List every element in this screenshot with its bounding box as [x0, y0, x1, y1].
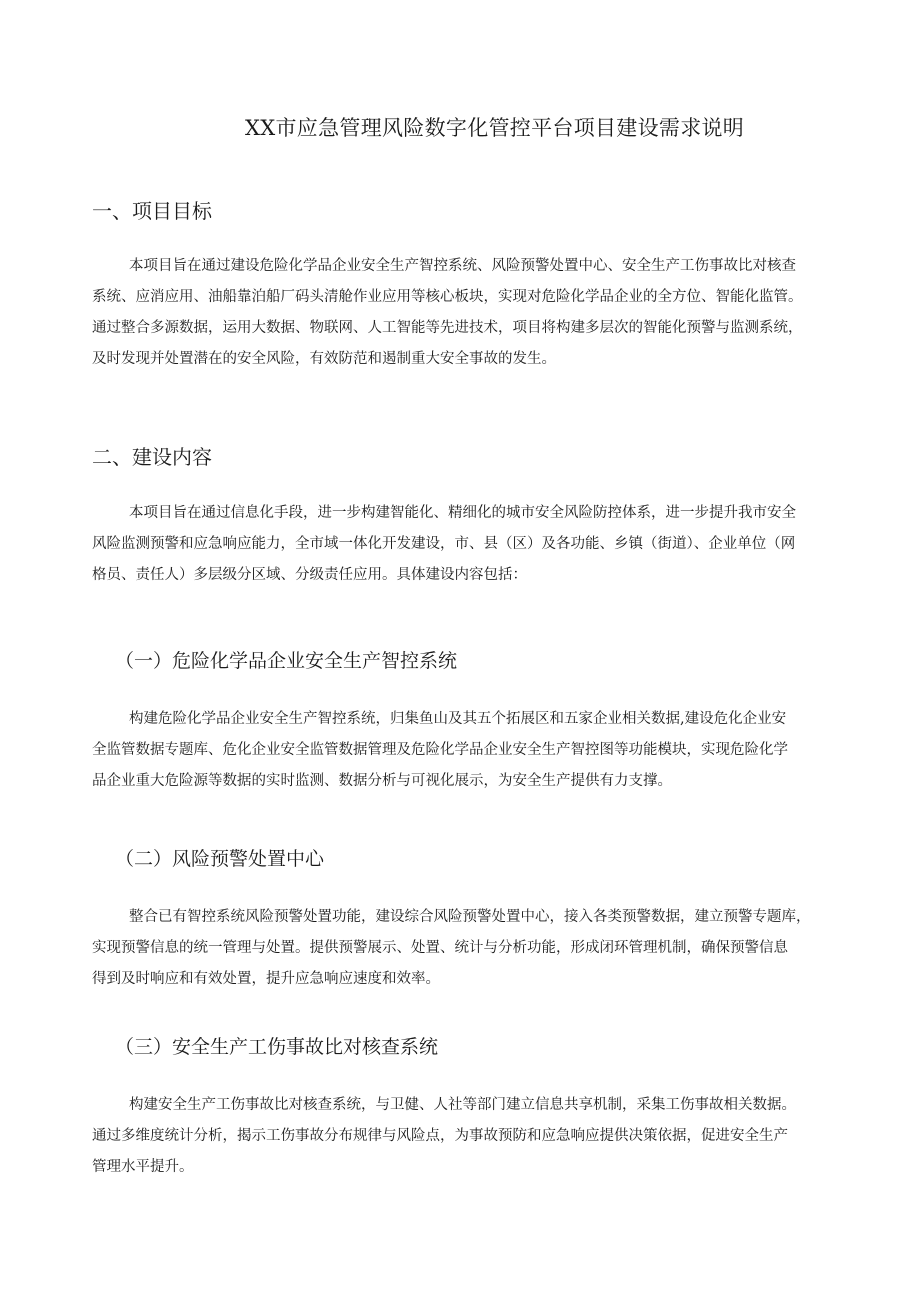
subsection-heading-risk-warning-center: （二）风险预警处置中心 — [115, 848, 325, 870]
paragraph-line: 构建安全生产工伤事故比对核查系统，与卫健、人社等部门建立信息共享机制，采集工伤事故相关数据。 — [129, 1097, 796, 1113]
paragraph-line: 得到及时响应和有效处置，提升应急响应速度和效率。 — [92, 971, 440, 987]
paragraph-line: 管理水平提升。 — [92, 1159, 194, 1175]
subsection-paragraph-hazchem-system — [92, 704, 788, 797]
paragraph-line: 实现预警信息的统一管理与处置。提供预警展示、处置、统计与分析功能，形成闭环管理机制，确保预警信息 — [92, 940, 788, 956]
section-heading-construction-content: 二、建设内容 — [92, 445, 212, 469]
paragraph-line: 及时发现并处置潜在的安全风险，有效防范和遏制重大安全事故的发生。 — [92, 351, 556, 367]
paragraph-line: 整合已有智控系统风险预警处置功能，建设综合风险预警处置中心，接入各类预警数据，建立预警专题库， — [129, 909, 811, 925]
paragraph-line: 构建危险化学品企业安全生产智控系统，归集鱼山及其五个拓展区和五家企业相关数据,建设危化企业安 — [129, 711, 787, 727]
paragraph-line: 本项目旨在通过信息化手段，进一步构建智能化、精细化的城市安全风险防控体系，进一步提升我市安全 — [129, 505, 796, 521]
paragraph-line: 本项目旨在通过建设危险化学品企业安全生产智控系统、风险预警处置中心、安全生产工伤事故比对核查 — [129, 258, 796, 274]
paragraph-line: 格员、责任人）多层级分区域、分级责任应用。具体建设内容包括： — [92, 567, 527, 583]
paragraph-line: 通过多维度统计分析，揭示工伤事故分布规律与风险点，为事故预防和应急响应提供决策依据，促进安全生产 — [92, 1128, 788, 1144]
paragraph-line: 风险监测预警和应急响应能力，全市域一体化开发建设，市、县（区）及各功能、乡镇（街道）、企业单位（网 — [92, 536, 796, 552]
paragraph-line: 全监管数据专题库、危化企业安全监管数据管理及危险化学品企业安全生产智控图等功能模块，实现危险化学 — [92, 742, 788, 758]
subsection-paragraph-risk-warning-center — [92, 902, 811, 995]
subsection-heading-injury-check-system: （三）安全生产工伤事故比对核查系统 — [115, 1036, 439, 1058]
section-paragraph-project-goal — [92, 251, 803, 375]
paragraph-line: 系统、应消应用、油船靠泊船厂码头清舱作业应用等核心板块，实现对危险化学品企业的全方位、智能化监管。 — [92, 289, 803, 305]
section-paragraph-construction-content — [92, 498, 796, 591]
paragraph-line: 通过整合多源数据，运用大数据、物联网、人工智能等先进技术，项目将构建多层次的智能化预警与监测系统， — [92, 320, 803, 336]
subsection-paragraph-injury-check-system — [92, 1090, 796, 1183]
document-title: XX市应急管理风险数字化管控平台项目建设需求说明 — [245, 116, 745, 140]
paragraph-line: 品企业重大危险源等数据的实时监测、数据分析与可视化展示，为安全生产提供有力支撑。 — [92, 773, 672, 789]
section-heading-project-goal: 一、项目目标 — [92, 199, 212, 223]
subsection-heading-hazchem-system: （一）危险化学品企业安全生产智控系统 — [115, 650, 458, 672]
